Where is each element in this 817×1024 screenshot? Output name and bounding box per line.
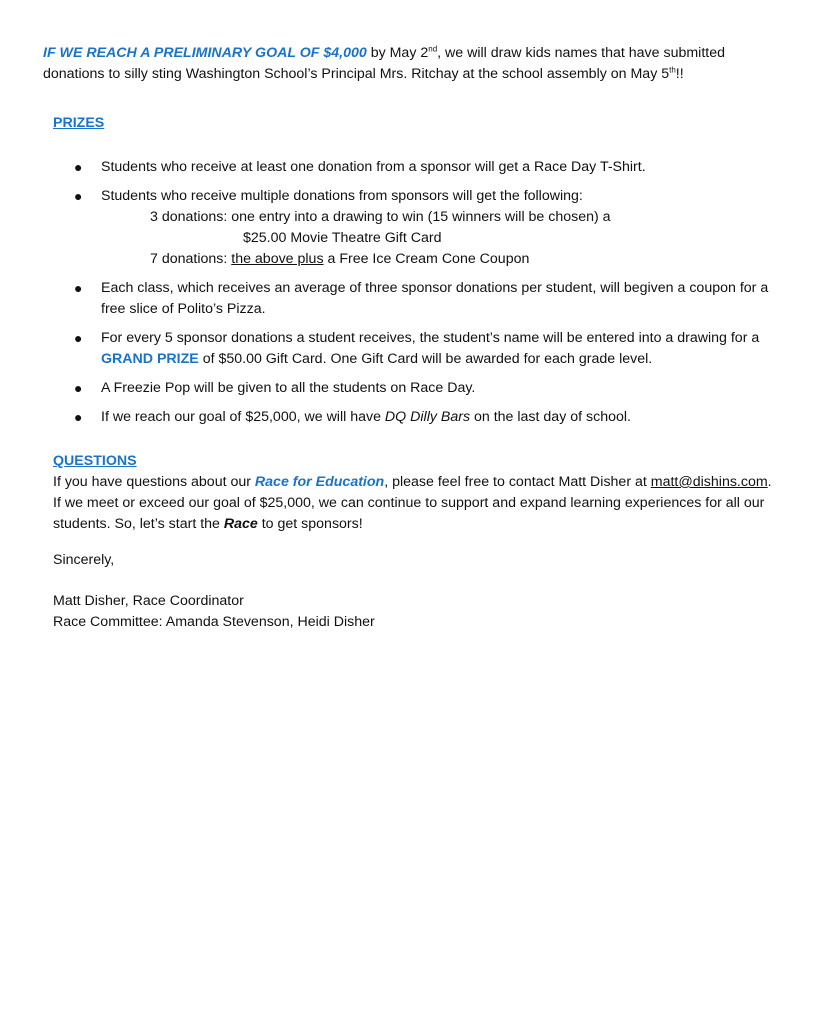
prize-item-text-b: on the last day of school.	[470, 409, 631, 425]
questions-text-c: . If we meet or exceed our goal of $25,000, we can continue to support and expand learning experiences for all our students. So, let’s start the	[53, 474, 772, 532]
list-item	[53, 378, 783, 399]
bullet-icon: ●	[74, 188, 83, 204]
questions-text-b: , please feel free to contact Matt Disher at	[384, 474, 651, 490]
questions-text-a: If you have questions about our	[53, 474, 255, 490]
race-for-education-name: Race for Education	[254, 474, 385, 490]
email-link[interactable]: matt@dishins.com	[650, 474, 768, 490]
prize-item-text: A Freezie Pop will be given to all the students on Race Day.	[101, 380, 476, 396]
intro-text-b: , we will draw kids names that have submitted donations to silly sting Washington School’s Principal Mrs. Ritchay at the school assembly on May 5	[43, 45, 725, 82]
sub-3-underlined: the above plus	[231, 251, 324, 267]
prize-subline-gift-card: $25.00 Movie Theatre Gift Card	[243, 230, 442, 246]
bullet-icon: ●	[74, 280, 83, 296]
intro-sup-th: th	[669, 65, 676, 75]
intro-sup-nd: nd	[428, 44, 438, 54]
list-item	[53, 157, 783, 178]
prize-item-text: Each class, which receives an average of three sponsor donations per student, will begiven a coupon for a free slice of Polito’s Pizza.	[101, 280, 769, 317]
prizes-list	[53, 157, 783, 428]
prize-item-text: Students who receive at least one donation from a sponsor will get a Race Day T-Shirt.	[101, 159, 646, 175]
intro-text-c: !!	[675, 66, 684, 82]
list-item	[53, 278, 783, 320]
intro-paragraph	[43, 43, 783, 85]
prize-item-text-a: For every 5 sponsor donations a student receives, the student’s name will be entered into a drawing for a	[101, 330, 760, 346]
preliminary-goal-phrase: IF WE REACH A PRELIMINARY GOAL OF $4,000	[43, 45, 367, 61]
sub-3-suffix: a Free Ice Cream Cone Coupon	[323, 251, 530, 267]
list-item	[53, 328, 783, 370]
signature-block	[53, 591, 375, 633]
bullet-icon: ●	[74, 380, 83, 396]
intro-text-a: by May 2	[366, 45, 429, 61]
signature-line-coordinator: Matt Disher, Race Coordinator	[53, 593, 244, 609]
prize-item-text-a: If we reach our goal of $25,000, we will have	[101, 409, 385, 425]
bullet-icon: ●	[74, 330, 83, 346]
prizes-heading: PRIZES	[53, 115, 105, 131]
sub-3-prefix: 7 donations:	[150, 251, 232, 267]
signature-line-committee: Race Committee: Amanda Stevenson, Heidi Disher	[53, 614, 375, 630]
prize-subline-3-donations: 3 donations: one entry into a drawing to win (15 winners will be chosen) a	[150, 209, 611, 225]
grand-prize-highlight: GRAND PRIZE	[101, 351, 199, 367]
questions-paragraph	[53, 472, 783, 535]
prize-item-text: Students who receive multiple donations from sponsors will get the following:	[101, 188, 583, 204]
prize-subline-7-donations	[101, 249, 783, 270]
list-item	[53, 186, 783, 270]
closing-salutation: Sincerely,	[53, 552, 115, 568]
questions-text-d: to get sponsors!	[257, 516, 363, 532]
questions-heading: QUESTIONS	[53, 453, 137, 469]
dq-dilly-bars: DQ Dilly Bars	[384, 409, 471, 425]
race-word: Race	[223, 516, 258, 532]
bullet-icon: ●	[74, 159, 83, 175]
list-item	[53, 407, 783, 428]
bullet-icon: ●	[74, 409, 83, 425]
prize-item-text-b: of $50.00 Gift Card. One Gift Card will be awarded for each grade level.	[198, 351, 653, 367]
